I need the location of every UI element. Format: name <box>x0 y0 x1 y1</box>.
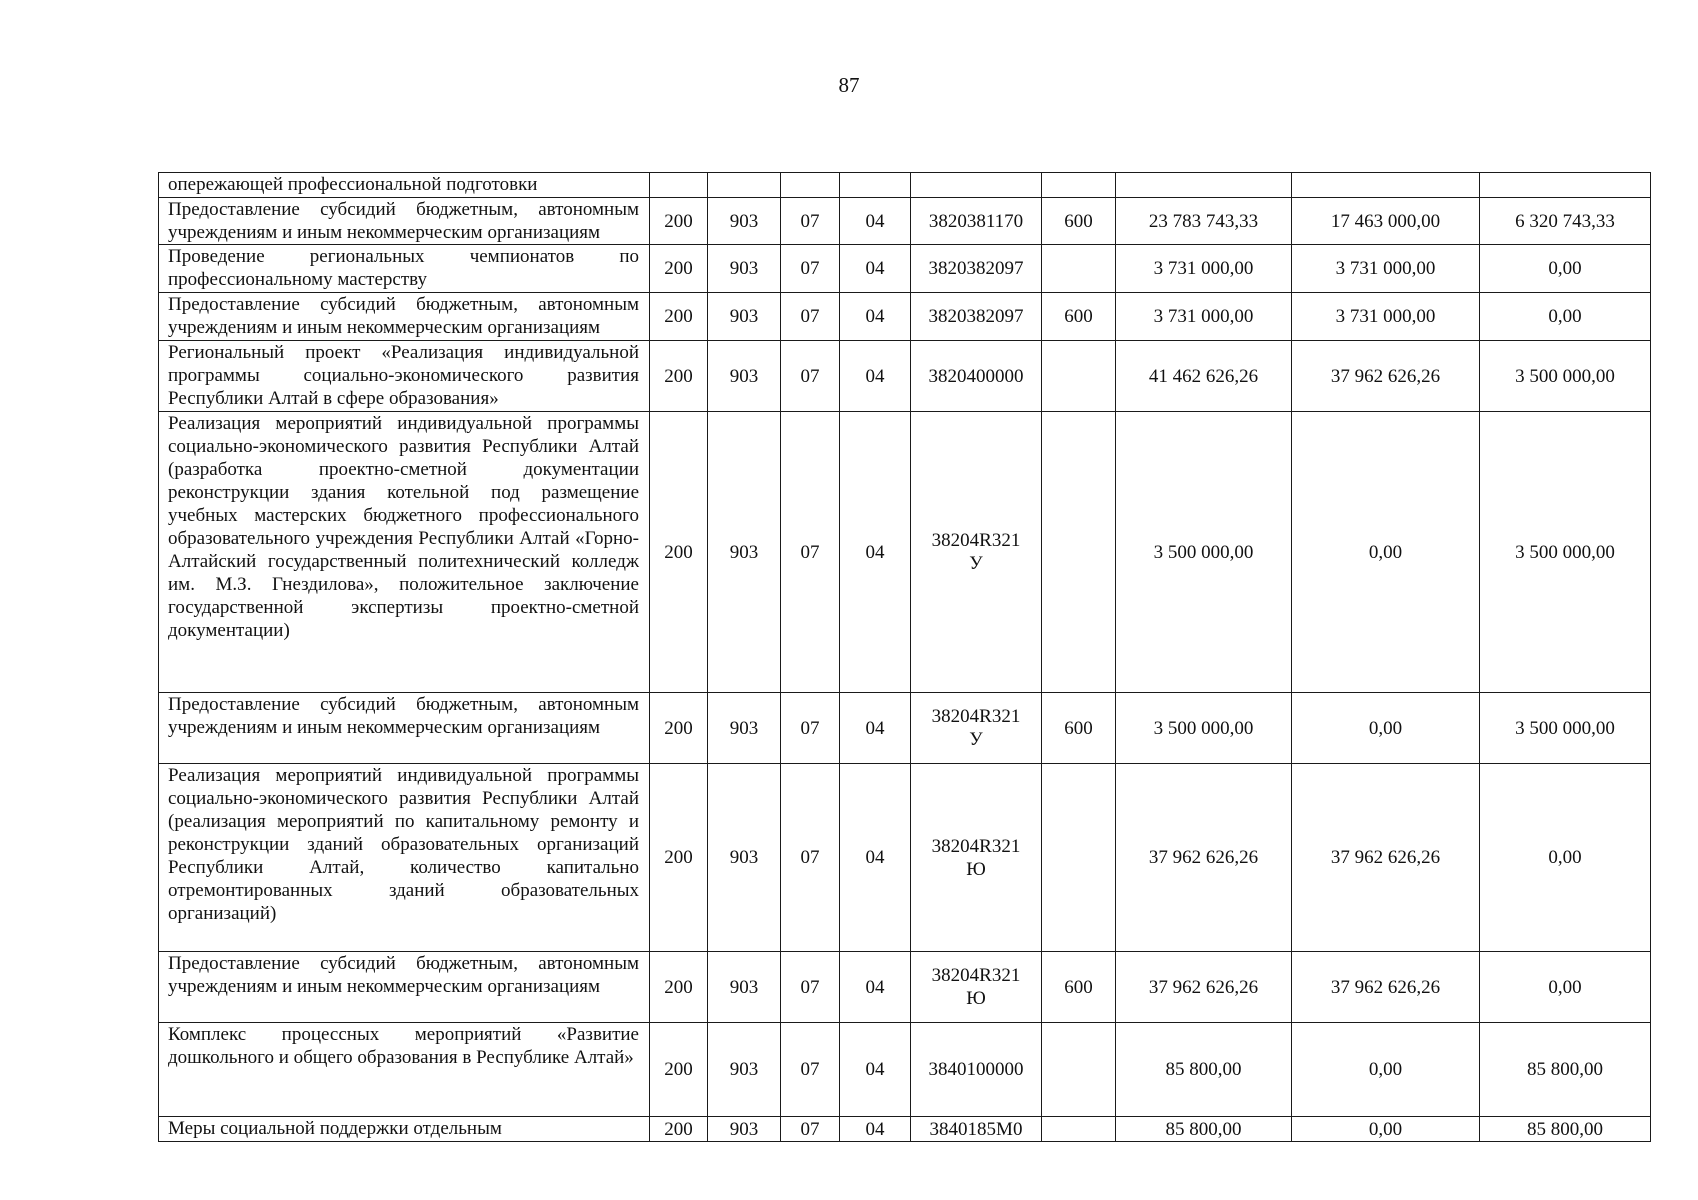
row-name: Реализация мероприятий индивидуальной программы социально-экономического развития Республики Алтай (реализация мероприятий по капитальному ремонту и реконструкции зданий образовательных организаций Республики Алтай, количество капитально отремонтированных зданий образовательных организаций) <box>159 764 650 952</box>
cell-amount-3: 85 800,00 <box>1480 1023 1651 1117</box>
cell-expense-type <box>1042 245 1116 293</box>
cell-ministry-code: 903 <box>708 764 781 952</box>
table-row <box>159 412 1651 693</box>
row-name: опережающей профессиональной подготовки <box>159 173 650 198</box>
row-name: Предоставление субсидий бюджетным, автономным учреждениям и иным некоммерческим организациям <box>159 952 650 1023</box>
cell-section-code: 200 <box>650 412 708 693</box>
row-name: Проведение региональных чемпионатов по профессиональному мастерству <box>159 245 650 293</box>
cell-total-amount: 3 731 000,00 <box>1116 245 1292 293</box>
cell-total-amount: 85 800,00 <box>1116 1117 1292 1142</box>
budget-table <box>158 172 1651 1142</box>
cell-amount-2: 37 962 626,26 <box>1292 341 1480 412</box>
cell-total-amount: 85 800,00 <box>1116 1023 1292 1117</box>
cell-section-code: 200 <box>650 245 708 293</box>
cell-section: 07 <box>781 245 840 293</box>
cell-amount-3: 3 500 000,00 <box>1480 341 1651 412</box>
cell-target-article <box>911 173 1042 198</box>
row-name: Региональный проект «Реализация индивидуальной программы социально-экономического развития Республики Алтай в сфере образования» <box>159 341 650 412</box>
cell-amount-2: 0,00 <box>1292 1117 1480 1142</box>
cell-amount-2: 0,00 <box>1292 412 1480 693</box>
cell-total-amount: 3 500 000,00 <box>1116 693 1292 764</box>
row-name: Комплекс процессных мероприятий «Развитие дошкольного и общего образования в Республике Алтай» <box>159 1023 650 1117</box>
cell-amount-2: 37 962 626,26 <box>1292 952 1480 1023</box>
cell-subsection: 04 <box>840 412 911 693</box>
cell-amount-2: 17 463 000,00 <box>1292 198 1480 245</box>
cell-target-article: 38204R321 У <box>911 412 1042 693</box>
row-name: Предоставление субсидий бюджетным, автономным учреждениям и иным некоммерческим организациям <box>159 293 650 341</box>
cell-section-code <box>650 173 708 198</box>
table-row <box>159 693 1651 764</box>
cell-total-amount: 23 783 743,33 <box>1116 198 1292 245</box>
cell-section: 07 <box>781 198 840 245</box>
cell-ministry-code: 903 <box>708 198 781 245</box>
cell-subsection: 04 <box>840 952 911 1023</box>
table-row <box>159 1117 1651 1142</box>
cell-expense-type <box>1042 1117 1116 1142</box>
cell-subsection <box>840 173 911 198</box>
cell-amount-3: 0,00 <box>1480 293 1651 341</box>
cell-amount-3 <box>1480 173 1651 198</box>
cell-amount-2 <box>1292 173 1480 198</box>
cell-ministry-code: 903 <box>708 412 781 693</box>
cell-subsection: 04 <box>840 693 911 764</box>
cell-subsection: 04 <box>840 1117 911 1142</box>
cell-section <box>781 173 840 198</box>
cell-amount-3: 6 320 743,33 <box>1480 198 1651 245</box>
cell-ministry-code: 903 <box>708 1117 781 1142</box>
cell-expense-type <box>1042 412 1116 693</box>
cell-ministry-code <box>708 173 781 198</box>
cell-section-code: 200 <box>650 693 708 764</box>
cell-ministry-code: 903 <box>708 293 781 341</box>
cell-subsection: 04 <box>840 198 911 245</box>
cell-target-article: 3840185М0 <box>911 1117 1042 1142</box>
cell-section-code: 200 <box>650 764 708 952</box>
cell-ministry-code: 903 <box>708 341 781 412</box>
row-name: Реализация мероприятий индивидуальной программы социально-экономического развития Республики Алтай (разработка проектно-сметной документации реконструкции здания котельной под размещение учебных мастерских бюджетного профессионального образовательного учреждения Республики Алтай «Горно-Алтайский государственный политехнический колледж им. М.З. Гнездилова», положительное заключение государственной экспертизы проектно-сметной документации) <box>159 412 650 693</box>
cell-amount-2: 3 731 000,00 <box>1292 245 1480 293</box>
cell-section: 07 <box>781 412 840 693</box>
cell-expense-type <box>1042 764 1116 952</box>
cell-total-amount: 41 462 626,26 <box>1116 341 1292 412</box>
table-row <box>159 198 1651 245</box>
cell-amount-2: 3 731 000,00 <box>1292 293 1480 341</box>
cell-subsection: 04 <box>840 1023 911 1117</box>
cell-total-amount: 3 500 000,00 <box>1116 412 1292 693</box>
cell-expense-type <box>1042 173 1116 198</box>
page-number: 87 <box>838 73 860 97</box>
cell-ministry-code: 903 <box>708 245 781 293</box>
cell-ministry-code: 903 <box>708 1023 781 1117</box>
cell-expense-type: 600 <box>1042 952 1116 1023</box>
cell-target-article: 3840100000 <box>911 1023 1042 1117</box>
cell-target-article: 38204R321 У <box>911 693 1042 764</box>
cell-amount-2: 37 962 626,26 <box>1292 764 1480 952</box>
cell-amount-3: 0,00 <box>1480 764 1651 952</box>
cell-target-article: 3820382097 <box>911 245 1042 293</box>
cell-subsection: 04 <box>840 341 911 412</box>
cell-amount-2: 0,00 <box>1292 1023 1480 1117</box>
table-row <box>159 293 1651 341</box>
cell-section-code: 200 <box>650 952 708 1023</box>
cell-total-amount: 3 731 000,00 <box>1116 293 1292 341</box>
cell-amount-3: 85 800,00 <box>1480 1117 1651 1142</box>
cell-expense-type: 600 <box>1042 693 1116 764</box>
cell-target-article: 3820382097 <box>911 293 1042 341</box>
cell-target-article: 38204R321 Ю <box>911 764 1042 952</box>
row-name: Предоставление субсидий бюджетным, автономным учреждениям и иным некоммерческим организациям <box>159 198 650 245</box>
cell-amount-3: 3 500 000,00 <box>1480 412 1651 693</box>
row-name: Предоставление субсидий бюджетным, автономным учреждениям и иным некоммерческим организациям <box>159 693 650 764</box>
cell-subsection: 04 <box>840 293 911 341</box>
cell-amount-3: 3 500 000,00 <box>1480 693 1651 764</box>
cell-total-amount: 37 962 626,26 <box>1116 764 1292 952</box>
table-row <box>159 173 1651 198</box>
cell-amount-2: 0,00 <box>1292 693 1480 764</box>
cell-section: 07 <box>781 293 840 341</box>
cell-section: 07 <box>781 341 840 412</box>
table-row <box>159 341 1651 412</box>
cell-expense-type <box>1042 341 1116 412</box>
cell-section-code: 200 <box>650 341 708 412</box>
cell-section-code: 200 <box>650 198 708 245</box>
cell-amount-3: 0,00 <box>1480 952 1651 1023</box>
cell-ministry-code: 903 <box>708 952 781 1023</box>
cell-section-code: 200 <box>650 293 708 341</box>
cell-section-code: 200 <box>650 1117 708 1142</box>
table-row <box>159 245 1651 293</box>
cell-subsection: 04 <box>840 245 911 293</box>
cell-expense-type: 600 <box>1042 198 1116 245</box>
cell-section: 07 <box>781 952 840 1023</box>
cell-target-article: 38204R321 Ю <box>911 952 1042 1023</box>
cell-ministry-code: 903 <box>708 693 781 764</box>
cell-expense-type <box>1042 1023 1116 1117</box>
table-row <box>159 764 1651 952</box>
table-row <box>159 952 1651 1023</box>
cell-total-amount: 37 962 626,26 <box>1116 952 1292 1023</box>
cell-section: 07 <box>781 764 840 952</box>
cell-expense-type: 600 <box>1042 293 1116 341</box>
cell-subsection: 04 <box>840 764 911 952</box>
table-row <box>159 1023 1651 1117</box>
cell-target-article: 3820400000 <box>911 341 1042 412</box>
cell-section: 07 <box>781 1023 840 1117</box>
cell-total-amount <box>1116 173 1292 198</box>
cell-section: 07 <box>781 1117 840 1142</box>
cell-target-article: 3820381170 <box>911 198 1042 245</box>
cell-amount-3: 0,00 <box>1480 245 1651 293</box>
cell-section-code: 200 <box>650 1023 708 1117</box>
row-name: Меры социальной поддержки отдельным <box>159 1117 650 1142</box>
cell-section: 07 <box>781 693 840 764</box>
